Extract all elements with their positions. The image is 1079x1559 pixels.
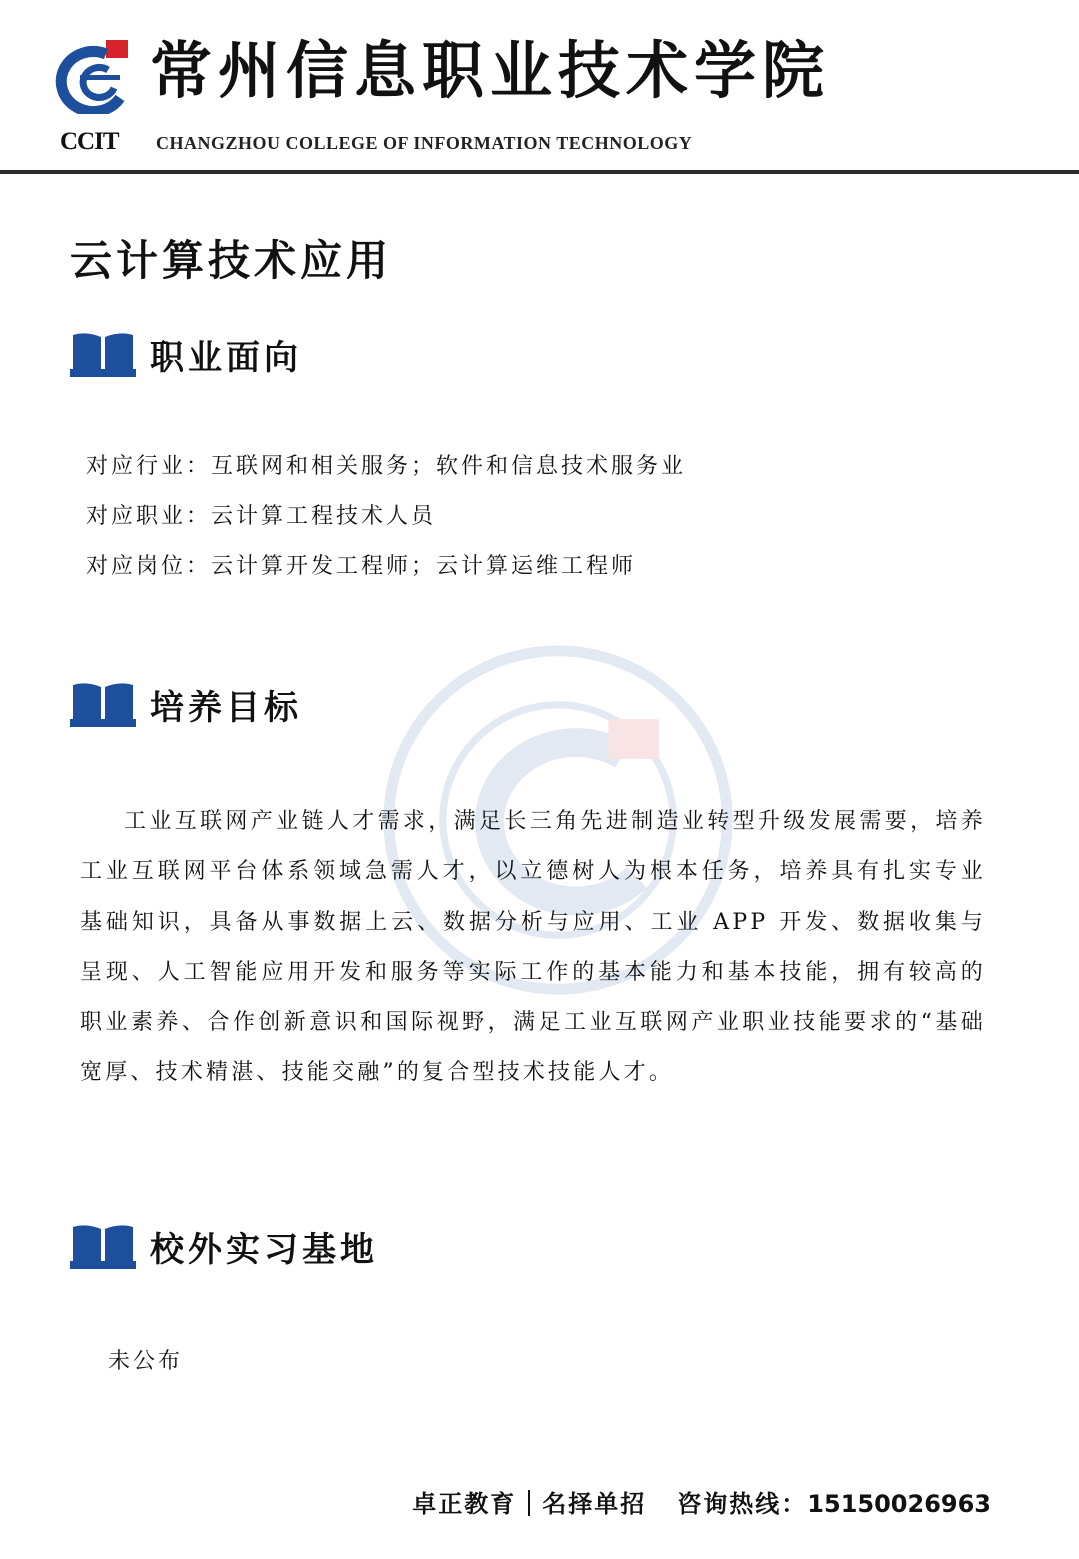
college-logo: [48, 40, 132, 114]
footer-hotline: 15150026963: [807, 1490, 991, 1518]
footer-brand: 卓正教育: [412, 1489, 517, 1518]
section-career: [70, 330, 302, 379]
section-title: 培养目标: [150, 688, 302, 728]
section-goal: [70, 680, 302, 729]
base-text: 未公布: [108, 1349, 184, 1374]
footer-separator: [528, 1490, 530, 1516]
footer: [412, 1484, 991, 1519]
career-info: [86, 448, 686, 598]
college-abbr: CCIT: [60, 128, 119, 155]
career-position: 对应岗位：云计算开发工程师；云计算运维工程师: [86, 554, 637, 579]
college-name-cn: 常州信息职业技术学院: [150, 34, 831, 107]
section-title: 校外实习基地: [150, 1230, 378, 1270]
section-base: [70, 1222, 378, 1271]
page-title: 云计算技术应用: [70, 236, 393, 285]
career-industry: 对应行业：互联网和相关服务；软件和信息技术服务业: [86, 454, 687, 479]
open-book-icon: [70, 681, 136, 729]
goal-paragraph: 工业互联网产业链人才需求，满足长三角先进制造业转型升级发展需要，培养工业互联网平台体系领域急需人才，以立德树人为根本任务，培养具有扎实专业基础知识，具备从事数据上云、数据分析与应用、工业 APP 开发、数据收集与呈现、人工智能应用开发和服务等实际工作的基本能力和基本技能，拥有较高的职业素养、合作创新意识和国际视野，满足工业互联网产业职业技能要求的“基础宽厚、技术精湛、技能交融”的复合型技术技能人才。: [80, 809, 986, 1086]
header: [0, 0, 1079, 172]
college-name-en: CHANGZHOU COLLEGE OF INFORMATION TECHNOLOGY: [156, 133, 693, 153]
footer-slogan: 名择单招: [542, 1489, 647, 1518]
open-book-icon: [70, 1223, 136, 1271]
section-title: 职业面向: [150, 338, 302, 378]
open-book-icon: [70, 331, 136, 379]
footer-hotline-label: 咨询热线：: [677, 1489, 808, 1518]
header-divider: [0, 170, 1079, 174]
career-occupation: 对应职业：云计算工程技术人员: [86, 504, 437, 529]
